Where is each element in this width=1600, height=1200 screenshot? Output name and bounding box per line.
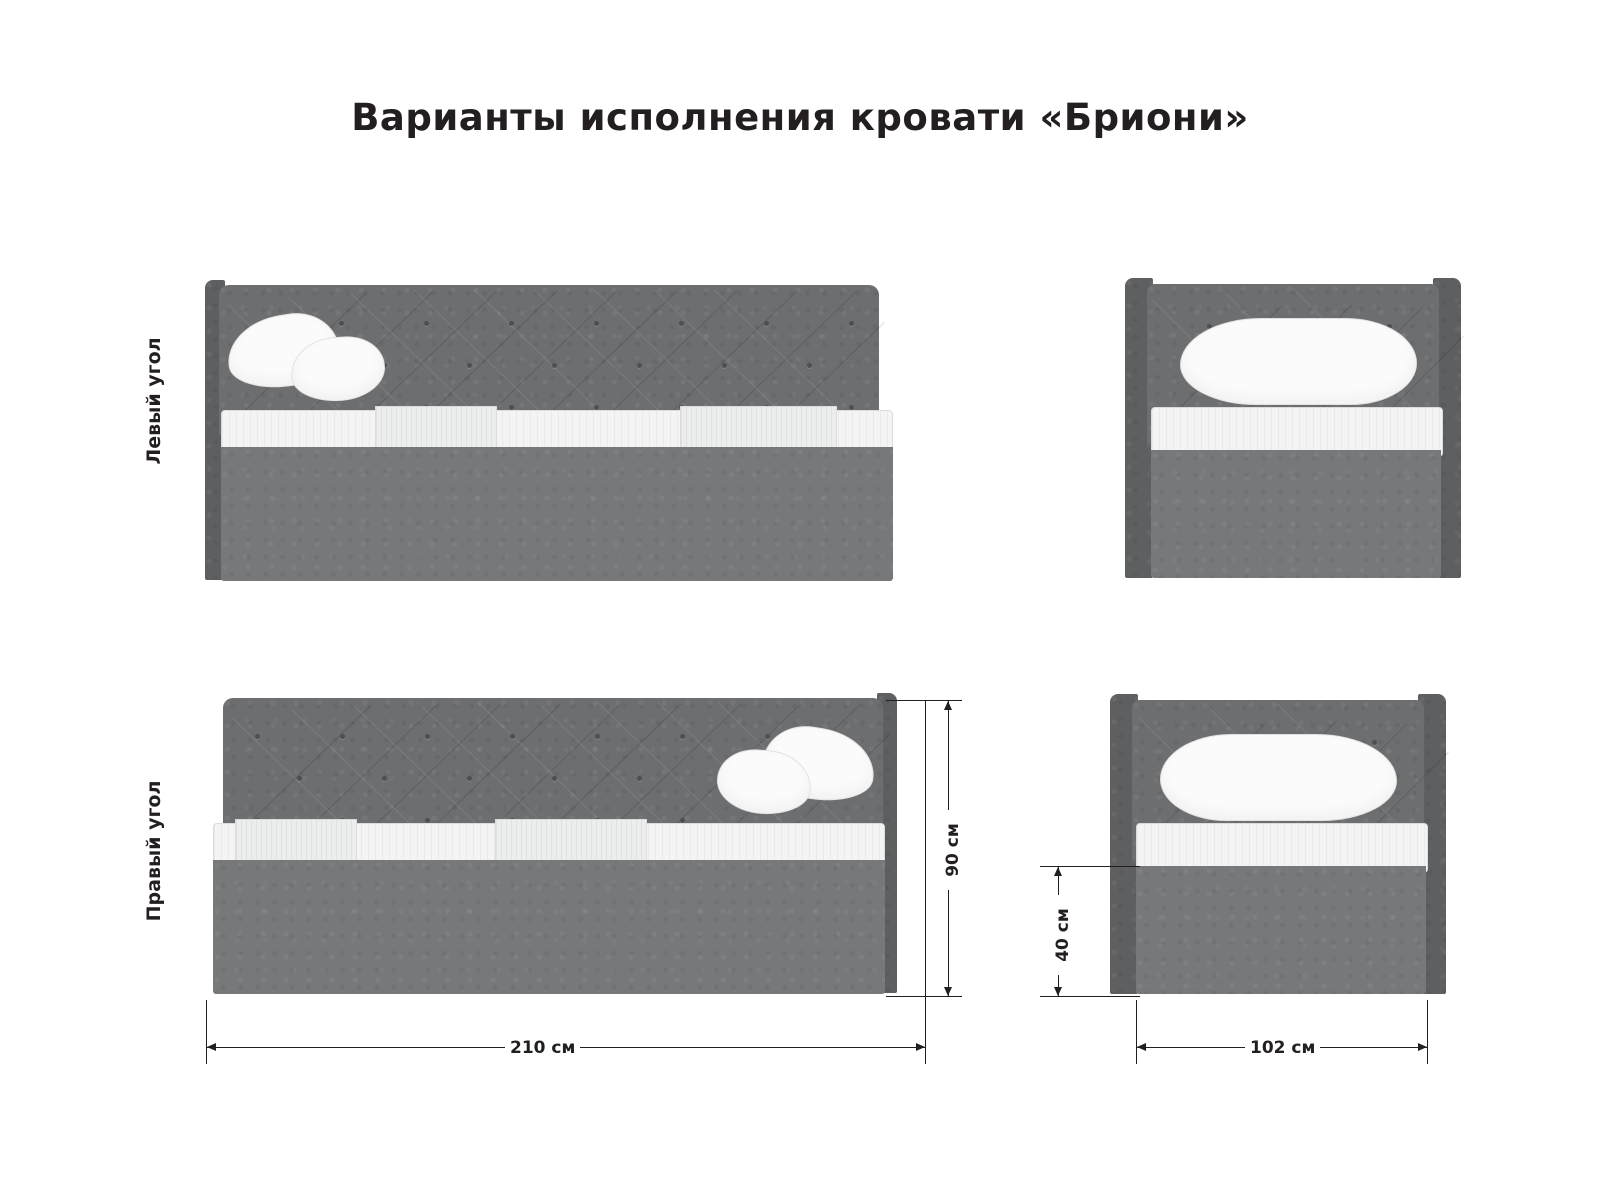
- arrow-up: [1054, 867, 1062, 876]
- pillow-main: [1160, 734, 1397, 821]
- row-label-left-corner: Левый угол: [143, 337, 165, 465]
- arrow-right: [1418, 1043, 1427, 1051]
- ext-line-bottom: [1040, 996, 1140, 997]
- page-title: Варианты исполнения кровати «Бриони»: [351, 96, 1249, 139]
- bed-base: [213, 860, 885, 994]
- row-label-right-corner: Правый угол: [143, 780, 165, 922]
- pillow-main: [1180, 318, 1417, 405]
- arrow-left: [207, 1043, 216, 1051]
- dimension-width-label: 102 см: [1245, 1038, 1320, 1058]
- arrow-up: [944, 701, 952, 710]
- bed-base: [1136, 866, 1426, 994]
- dimension-length-label: 210 см: [505, 1038, 580, 1058]
- ext-line-left: [206, 1000, 207, 1064]
- ext-line-bottom: [886, 996, 962, 997]
- arrow-right: [916, 1043, 925, 1051]
- bed-view-right-corner-side: [205, 688, 925, 1008]
- bed-base: [1151, 450, 1441, 578]
- bed-view-left-corner-side: [205, 275, 925, 595]
- dimension-height-label: 90 см: [943, 810, 963, 890]
- ext-line-right: [1427, 1000, 1428, 1064]
- arrow-down: [1054, 987, 1062, 996]
- dimension-base-height-label: 40 см: [1053, 895, 1073, 975]
- ext-line-left: [1136, 1000, 1137, 1064]
- bed-base: [221, 447, 893, 581]
- bed-view-right-corner-front: [1110, 688, 1470, 1008]
- arrow-left: [1137, 1043, 1146, 1051]
- ext-line-right: [925, 700, 926, 1064]
- arrow-down: [944, 987, 952, 996]
- bed-view-left-corner-front: [1125, 272, 1485, 592]
